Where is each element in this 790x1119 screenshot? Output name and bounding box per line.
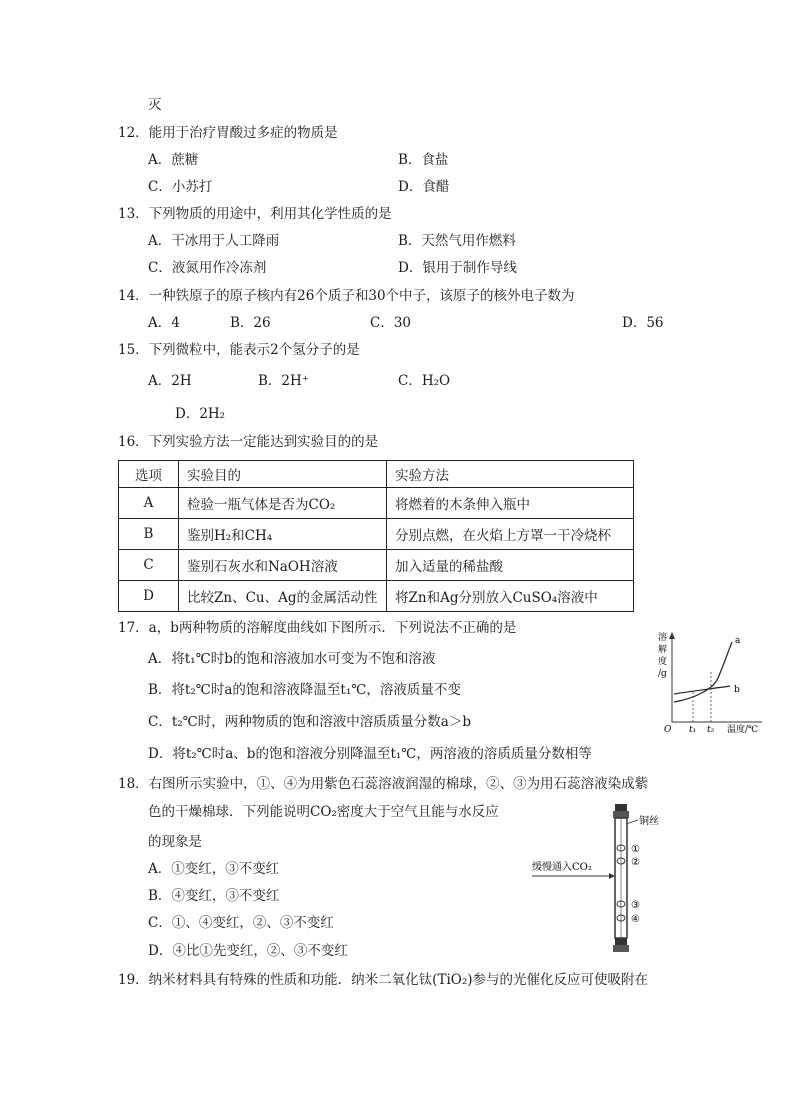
table-cell: A: [119, 488, 179, 519]
q14-option-a: A．4: [148, 315, 180, 331]
ball-label-3: ③: [631, 900, 640, 911]
table-row: [119, 550, 634, 581]
q14-option-b: B．26: [230, 315, 271, 331]
ball-label-4: ④: [631, 914, 640, 925]
q13-option-c: C．液氮用作冷冻剂: [148, 260, 267, 276]
q13-option-d: D．银用于制作导线: [398, 260, 517, 276]
table-cell: 鉴别石灰水和NaOH溶液: [179, 550, 387, 581]
solubility-curve-graph: [652, 628, 774, 738]
top-stopper: [615, 804, 627, 811]
q15-option-d: D．2H₂: [175, 406, 226, 422]
continued-text-fragment: 灭: [148, 97, 162, 113]
t2-label: t₂: [707, 725, 715, 735]
table-row: [119, 488, 634, 519]
question-17-stem: 17．a，b两种物质的溶解度曲线如下图所示．下列说法不正确的是: [118, 620, 517, 636]
table-header-option: 选项: [119, 461, 179, 488]
q13-option-a: A．干冰用于人工降雨: [148, 233, 280, 249]
table-cell: 比较Zn、Cu、Ag的金属活动性: [179, 581, 387, 612]
q14-option-d: D．56: [622, 315, 664, 331]
table-cell: 将Zn和Ag分别放入CuSO₄溶液中: [387, 581, 634, 612]
table-cell: D: [119, 581, 179, 612]
q12-option-b: B．食盐: [398, 152, 449, 168]
graph-ylabel: 溶解度/g: [658, 633, 668, 679]
question-18-stem-line3: 的现象是: [148, 834, 202, 850]
question-12-stem: 12．能用于治疗胃酸过多症的物质是: [118, 125, 338, 141]
q13-option-b: B．天然气用作燃料: [398, 233, 516, 249]
curve-a-label: a: [735, 636, 741, 646]
q14-option-c: C．30: [370, 315, 412, 331]
table-cell: 将燃着的木条伸入瓶中: [387, 488, 634, 519]
q12-option-c: C．小苏打: [148, 179, 213, 195]
question-18-stem-line2: 色的干燥棉球．下列能说明CO₂密度大于空气且能与水反应: [148, 804, 499, 820]
question-18-stem-line1: 18．右图所示实验中，①、④为用紫色石蕊溶液润湿的棉球，②、③为用石蕊溶液染成紫: [118, 776, 649, 792]
question-13-stem: 13．下列物质的用途中，利用其化学性质的是: [118, 206, 392, 222]
graph-origin: O: [664, 725, 672, 735]
q15-option-b: B．2H⁺: [258, 373, 309, 389]
inlet-label: 缓慢通入CO₂: [532, 862, 592, 873]
q18-option-a: A．①变红，③不变红: [148, 861, 280, 877]
question-19-stem: 19．纳米材料具有特殊的性质和功能．纳米二氧化钛(TiO₂)参与的光催化反应可使吸附在: [118, 972, 649, 988]
table-row: [119, 581, 634, 612]
q17-option-c: C．t₂℃时，两种物质的饱和溶液中溶质质量分数a＞b: [148, 714, 471, 730]
table-row: [119, 519, 634, 550]
question-16-stem: 16．下列实验方法一定能达到实验目的的是: [118, 434, 379, 450]
bottom-stopper: [615, 938, 627, 945]
co2-tube-apparatus: [528, 798, 678, 958]
question-15-stem: 15．下列微粒中，能表示2个氢分子的是: [118, 342, 360, 358]
graph-y-arrow: [669, 632, 675, 639]
experiment-table: [118, 460, 634, 612]
table-cell: B: [119, 519, 179, 550]
q17-option-b: B．将t₂℃时a的饱和溶液降温至t₁℃，溶液质量不变: [148, 682, 461, 698]
q18-option-d: D．④比①先变红，②、③不变红: [148, 943, 348, 959]
inlet-arrow-icon: [609, 873, 615, 879]
table-header-purpose: 实验目的: [179, 461, 387, 488]
table-cell: C: [119, 550, 179, 581]
top-stopper-ring: [613, 811, 629, 818]
q18-option-c: C．①、④变红，②、③不变红: [148, 915, 334, 931]
ball-label-2: ②: [631, 857, 640, 868]
q17-option-d: D．将t₂℃时a、b的饱和溶液分别降温至t₁℃，两溶液的溶质质量分数相等: [148, 746, 592, 762]
table-cell: 鉴别H₂和CH₄: [179, 519, 387, 550]
copper-wire-pointer: [626, 820, 638, 824]
copper-wire-label: 铜丝: [639, 816, 659, 827]
table-cell: 检验一瓶气体是否为CO₂: [179, 488, 387, 519]
question-14-stem: 14．一种铁原子的原子核内有26个质子和30个中子，该原子的核外电子数为: [118, 288, 575, 304]
q15-option-c: C．H₂O: [398, 373, 451, 389]
q12-option-d: D．食醋: [398, 179, 450, 195]
table-header-method: 实验方法: [387, 461, 634, 488]
bottom-stopper-ring: [613, 945, 629, 952]
q18-option-b: B．④变红，③不变红: [148, 888, 280, 904]
q12-option-a: A．蔗糖: [148, 152, 199, 168]
ball-label-1: ①: [631, 844, 640, 855]
t1-label: t₁: [689, 725, 697, 735]
q17-option-a: A．将t₁℃时b的饱和溶液加水可变为不饱和溶液: [148, 651, 436, 667]
table-header-row: [119, 461, 634, 488]
graph-xlabel: 温度/℃: [727, 725, 759, 735]
table-cell: 分别点燃，在火焰上方罩一干冷烧杯: [387, 519, 634, 550]
table-cell: 加入适量的稀盐酸: [387, 550, 634, 581]
q15-option-a: A．2H: [148, 373, 192, 389]
curve-b-label: b: [734, 685, 740, 695]
